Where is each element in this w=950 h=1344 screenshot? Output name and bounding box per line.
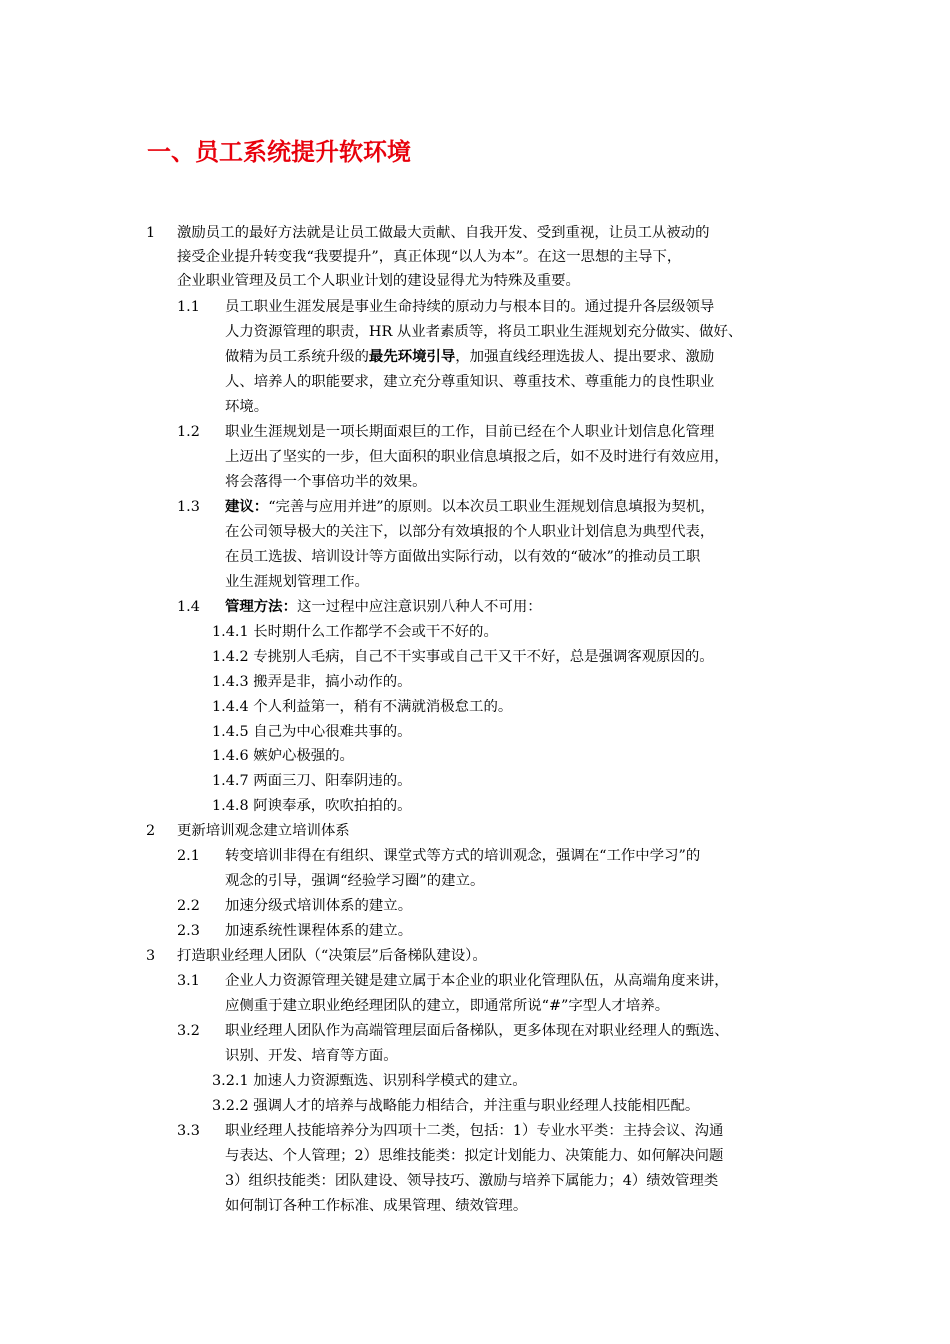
item-1-1-line — [225, 347, 714, 367]
item-2-1-number: 2.1 — [177, 848, 200, 864]
section-3-heading: 打造职业经理人团队（“决策层”后备梯队建设）。 — [177, 948, 487, 964]
list-item: 1.4.1 长时期什么工作都学不会或干不好的。 — [212, 624, 498, 640]
item-1-2-line: 上迈出了坚实的一步，但大面积的职业信息填报之后，如不及时进行有效应用， — [225, 449, 729, 465]
text-run: 这一过程中应注意识别八种人不可用： — [296, 599, 542, 615]
section-2-heading: 更新培训观念建立培训体系 — [177, 823, 350, 839]
item-1-3-number: 1.3 — [177, 499, 200, 515]
item-1-1-number: 1.1 — [177, 299, 200, 315]
item-3-3-line: 如何制订各种工作标准、成果管理、绩效管理。 — [225, 1198, 528, 1214]
item-3-3-number: 3.3 — [177, 1123, 200, 1139]
section-1-line: 接受企业提升转变我“我要提升”，真正体现“以人为本”。在这一思想的主导下， — [177, 249, 682, 265]
section-3-number: 3 — [146, 948, 156, 964]
item-3-2-line: 职业经理人团队作为高端管理层面后备梯队，更多体现在对职业经理人的甄选、 — [225, 1023, 729, 1039]
item-2-2-number: 2.2 — [177, 898, 200, 914]
list-item: 1.4.6 嫉妒心极强的。 — [212, 748, 354, 764]
item-1-3-line: 业生涯规划管理工作。 — [225, 574, 369, 590]
list-item: 1.4.3 搬弄是非，搞小动作的。 — [212, 674, 412, 690]
item-1-3-line: 在员工选拔、培训设计等方面做出实际行动，以有效的“破冰”的推动员工职 — [225, 549, 701, 565]
item-2-2-line: 加速分级式培训体系的建立。 — [225, 898, 413, 914]
item-3-3-line: 职业经理人技能培养分为四项十二类，包括：1）专业水平类：主持会议、沟通 — [225, 1123, 724, 1139]
list-item: 1.4.8 阿谀奉承，吹吹拍拍的。 — [212, 798, 412, 814]
item-3-3-line: 与表达、个人管理；2）思维技能类：拟定计划能力、决策能力、如何解决问题 — [225, 1148, 724, 1164]
item-3-1-number: 3.1 — [177, 973, 200, 989]
item-1-4-number: 1.4 — [177, 599, 200, 615]
item-3-2-number: 3.2 — [177, 1023, 200, 1039]
item-1-2-number: 1.2 — [177, 424, 200, 440]
item-2-1-line: 观念的引导，强调“经验学习圈”的建立。 — [225, 873, 485, 889]
item-1-1-line: 环境。 — [225, 399, 269, 415]
item-3-1-line: 应侧重于建立职业绝经理团队的建立，即通常所说“#”字型人才培养。 — [225, 998, 670, 1014]
document-title: 一、员工系统提升软环境 — [147, 138, 411, 166]
list-item: 3.2.1 加速人力资源甄选、识别科学模式的建立。 — [212, 1073, 527, 1089]
text-run: 做精为员工系统升级的 — [225, 349, 369, 365]
list-item: 3.2.2 强调人才的培养与战略能力相结合，并注重与职业经理人技能相匹配。 — [212, 1098, 700, 1114]
section-1-number: 1 — [146, 225, 156, 241]
item-2-1-line: 转变培训非得在有组织、课堂式等方式的培训观念，强调在“工作中学习”的 — [225, 848, 701, 864]
item-1-3-line — [225, 497, 715, 517]
list-item: 1.4.7 两面三刀、阳奉阴违的。 — [212, 773, 412, 789]
section-2-number: 2 — [146, 823, 156, 839]
list-item: 1.4.2 专挑别人毛病，自己不干实事或自己干又干不好，总是强调客观原因的。 — [212, 649, 714, 665]
text-run: ，加强直线经理选拔人、提出要求、激励 — [455, 349, 715, 365]
list-item: 1.4.4 个人利益第一，稍有不满就消极怠工的。 — [212, 699, 513, 715]
item-3-2-line: 识别、开发、培育等方面。 — [225, 1048, 398, 1064]
item-3-1-line: 企业人力资源管理关键是建立属于本企业的职业化管理队伍，从高端角度来讲， — [225, 973, 729, 989]
section-1-line: 企业职业管理及员工个人职业计划的建设显得尤为特殊及重要。 — [177, 273, 580, 289]
text-run: “完善与应用并进”的原则。以本次员工职业生涯规划信息填报为契机， — [268, 499, 715, 515]
item-1-1-line: 人力资源管理的职责，HR 从业者素质等，将员工职业生涯规划充分做实、做好、 — [225, 324, 743, 340]
item-1-2-line: 职业生涯规划是一项长期面艰巨的工作，目前已经在个人职业计划信息化管理 — [225, 424, 715, 440]
emphasis-text: 管理方法： — [225, 599, 297, 615]
item-2-3-number: 2.3 — [177, 923, 200, 939]
emphasis-text: 最先环境引导 — [368, 349, 456, 365]
item-1-4-line — [225, 597, 542, 617]
item-1-1-line: 员工职业生涯发展是事业生命持续的原动力与根本目的。通过提升各层级领导 — [225, 299, 715, 315]
item-1-1-line: 人、培养人的职能要求，建立充分尊重知识、尊重技术、尊重能力的良性职业 — [225, 374, 715, 390]
list-item: 1.4.5 自己为中心很难共事的。 — [212, 724, 412, 740]
item-1-3-line: 在公司领导极大的关注下，以部分有效填报的个人职业计划信息为典型代表， — [225, 524, 715, 540]
item-1-2-line: 将会落得一个事倍功半的效果。 — [225, 474, 427, 490]
item-2-3-line: 加速系统性课程体系的建立。 — [225, 923, 413, 939]
section-1-line: 激励员工的最好方法就是让员工做最大贡献、自我开发、受到重视，让员工从被动的 — [177, 225, 710, 241]
emphasis-text: 建议： — [225, 499, 269, 515]
item-3-3-line: 3）组织技能类：团队建设、领导技巧、激励与培养下属能力；4）绩效管理类 — [225, 1173, 719, 1189]
